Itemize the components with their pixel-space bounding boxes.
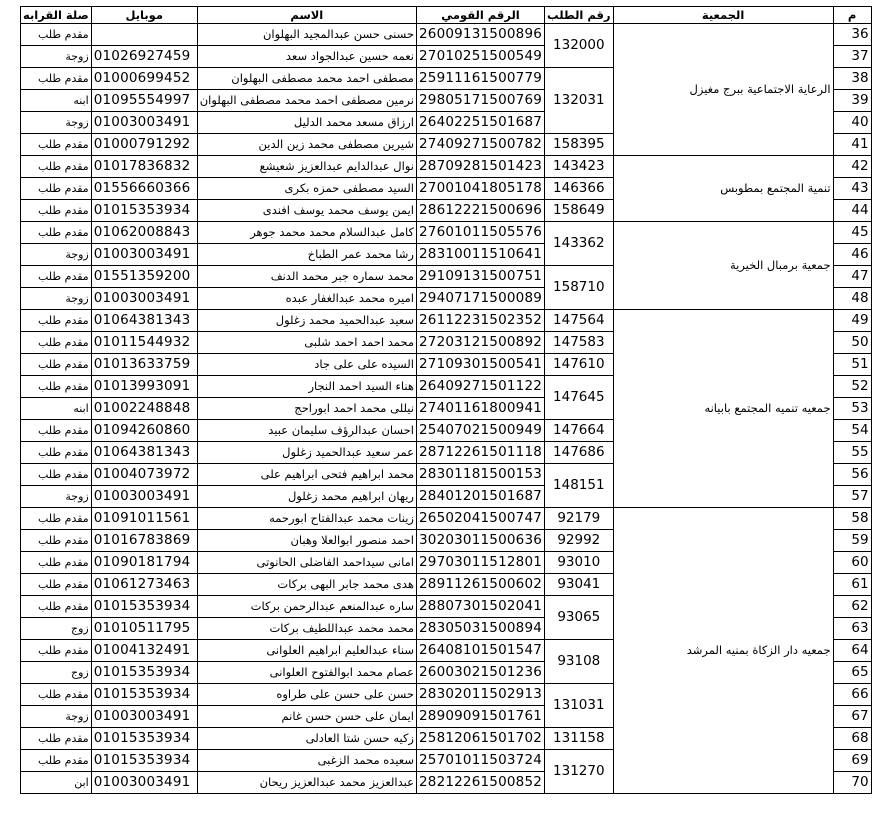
mobile-cell: 01017836832 — [91, 156, 197, 178]
table-row — [21, 156, 872, 178]
request-no-cell: 147664 — [545, 420, 614, 442]
name-cell: شيرين مصطفى محمد زين الدين — [197, 134, 416, 156]
national-id-cell: 28709281501423 — [416, 156, 544, 178]
table-row — [21, 222, 872, 244]
mobile-cell: 01026927459 — [91, 46, 197, 68]
row-number-cell: 61 — [833, 574, 871, 596]
national-id-cell: 26402251501687 — [416, 112, 544, 134]
association-cell: تنمية المجتمع بمطوبس — [613, 156, 833, 222]
relation-cell: مقدم طلب — [21, 750, 92, 772]
mobile-cell: 01064381343 — [91, 310, 197, 332]
request-no-cell: 132000 — [545, 24, 614, 68]
national-id-cell: 27401161800941 — [416, 398, 544, 420]
relation-cell: مقدم طلب — [21, 310, 92, 332]
relation-cell: مقدم طلب — [21, 464, 92, 486]
mobile-cell: 01013633759 — [91, 354, 197, 376]
name-cell: عصام محمد ابوالفتوح العلوانى — [197, 662, 416, 684]
mobile-cell: 01010511795 — [91, 618, 197, 640]
mobile-cell: 01015353934 — [91, 750, 197, 772]
beneficiaries-table — [20, 6, 872, 794]
request-no-cell: 92992 — [545, 530, 614, 552]
header-national-id: الرقم القومي — [416, 7, 544, 24]
association-cell: الرعاية الاجتماعية ببرج مغيزل — [613, 24, 833, 156]
relation-cell: مقدم طلب — [21, 156, 92, 178]
row-number-cell: 69 — [833, 750, 871, 772]
national-id-cell: 26009131500896 — [416, 24, 544, 46]
national-id-cell: 27601011505576 — [416, 222, 544, 244]
row-number-cell: 36 — [833, 24, 871, 46]
header-mobile: موبايل — [91, 7, 197, 24]
relation-cell: مقدم طلب — [21, 332, 92, 354]
national-id-cell: 29407171500089 — [416, 288, 544, 310]
mobile-cell — [91, 24, 197, 46]
spreadsheet — [20, 6, 872, 794]
name-cell: نيللى محمد احمد ابوراحج — [197, 398, 416, 420]
row-number-cell: 38 — [833, 68, 871, 90]
request-no-cell: 131158 — [545, 728, 614, 750]
national-id-cell: 29805171500769 — [416, 90, 544, 112]
header-num: م — [833, 7, 871, 24]
row-number-cell: 67 — [833, 706, 871, 728]
request-no-cell: 93065 — [545, 596, 614, 640]
relation-cell: مقدم طلب — [21, 596, 92, 618]
national-id-cell: 28310011510641 — [416, 244, 544, 266]
national-id-cell: 26409271501122 — [416, 376, 544, 398]
relation-cell: مقدم طلب — [21, 200, 92, 222]
relation-cell: مقدم طلب — [21, 376, 92, 398]
table-row — [21, 310, 872, 332]
name-cell: رشا محمد عمر الطباخ — [197, 244, 416, 266]
request-no-cell: 158649 — [545, 200, 614, 222]
row-number-cell: 62 — [833, 596, 871, 618]
mobile-cell: 01090181794 — [91, 552, 197, 574]
relation-cell: زوجة — [21, 112, 92, 134]
row-number-cell: 56 — [833, 464, 871, 486]
national-id-cell: 30203011500636 — [416, 530, 544, 552]
row-number-cell: 66 — [833, 684, 871, 706]
name-cell: نعمه حسين عبدالجواد سعد — [197, 46, 416, 68]
name-cell: حسنى حسن عبدالمجيد البهلوان — [197, 24, 416, 46]
national-id-cell: 27409271500782 — [416, 134, 544, 156]
name-cell: محمد ابراهيم فتحى ابراهيم على — [197, 464, 416, 486]
mobile-cell: 01015353934 — [91, 662, 197, 684]
row-number-cell: 55 — [833, 442, 871, 464]
request-no-cell: 147583 — [545, 332, 614, 354]
mobile-cell: 01016783869 — [91, 530, 197, 552]
request-no-cell: 147610 — [545, 354, 614, 376]
name-cell: سعيده محمد الزغبى — [197, 750, 416, 772]
name-cell: حسن على حسن على طراوه — [197, 684, 416, 706]
name-cell: كامل عبدالسلام محمد محمد جوهر — [197, 222, 416, 244]
request-no-cell: 158395 — [545, 134, 614, 156]
mobile-cell: 01000791292 — [91, 134, 197, 156]
relation-cell: زوجة — [21, 486, 92, 508]
request-no-cell: 147645 — [545, 376, 614, 420]
relation-cell: مقدم طلب — [21, 134, 92, 156]
mobile-cell: 01003003491 — [91, 486, 197, 508]
relation-cell: مقدم طلب — [21, 68, 92, 90]
mobile-cell: 01003003491 — [91, 772, 197, 794]
mobile-cell: 01015353934 — [91, 728, 197, 750]
relation-cell: ابنه — [21, 90, 92, 112]
national-id-cell: 28612221500696 — [416, 200, 544, 222]
row-number-cell: 54 — [833, 420, 871, 442]
row-number-cell: 43 — [833, 178, 871, 200]
relation-cell: مقدم طلب — [21, 530, 92, 552]
row-number-cell: 65 — [833, 662, 871, 684]
row-number-cell: 59 — [833, 530, 871, 552]
row-number-cell: 64 — [833, 640, 871, 662]
row-number-cell: 50 — [833, 332, 871, 354]
request-no-cell: 147564 — [545, 310, 614, 332]
mobile-cell: 01551359200 — [91, 266, 197, 288]
national-id-cell: 28807301502041 — [416, 596, 544, 618]
request-no-cell: 131270 — [545, 750, 614, 794]
row-number-cell: 60 — [833, 552, 871, 574]
name-cell: امانى سيداحمد الفاضلى الحانوتى — [197, 552, 416, 574]
relation-cell: زوج — [21, 618, 92, 640]
name-cell: مصطفى احمد محمد مصطفى البهلوان — [197, 68, 416, 90]
request-no-cell: 93010 — [545, 552, 614, 574]
row-number-cell: 70 — [833, 772, 871, 794]
mobile-cell: 01015353934 — [91, 684, 197, 706]
national-id-cell: 28401201501687 — [416, 486, 544, 508]
relation-cell: مقدم طلب — [21, 684, 92, 706]
name-cell: السيده على على جاد — [197, 354, 416, 376]
relation-cell: مقدم طلب — [21, 552, 92, 574]
national-id-cell: 25812061501702 — [416, 728, 544, 750]
table-row — [21, 24, 872, 46]
relation-cell: زوج — [21, 662, 92, 684]
national-id-cell: 25407021500949 — [416, 420, 544, 442]
relation-cell: مقدم طلب — [21, 24, 92, 46]
national-id-cell: 28305031500894 — [416, 618, 544, 640]
name-cell: هدى محمد جابر البهى بركات — [197, 574, 416, 596]
national-id-cell: 27010251500549 — [416, 46, 544, 68]
relation-cell: مقدم طلب — [21, 420, 92, 442]
row-number-cell: 40 — [833, 112, 871, 134]
name-cell: ريهان ابراهيم محمد زغلول — [197, 486, 416, 508]
mobile-cell: 01003003491 — [91, 706, 197, 728]
relation-cell: مقدم طلب — [21, 178, 92, 200]
national-id-cell: 25911161500779 — [416, 68, 544, 90]
national-id-cell: 28909091501761 — [416, 706, 544, 728]
relation-cell: مقدم طلب — [21, 640, 92, 662]
mobile-cell: 01003003491 — [91, 244, 197, 266]
mobile-cell: 01091011561 — [91, 508, 197, 530]
national-id-cell: 28212261500852 — [416, 772, 544, 794]
row-number-cell: 39 — [833, 90, 871, 112]
row-number-cell: 45 — [833, 222, 871, 244]
name-cell: احسان عبدالرؤف سليمان عبيد — [197, 420, 416, 442]
relation-cell: زوجة — [21, 706, 92, 728]
request-no-cell: 92179 — [545, 508, 614, 530]
header-relation: صلة القرابه — [21, 7, 92, 24]
mobile-cell: 01011544932 — [91, 332, 197, 354]
request-no-cell: 148151 — [545, 464, 614, 508]
national-id-cell: 25701011503724 — [416, 750, 544, 772]
header-name: الاسم — [197, 7, 416, 24]
request-no-cell: 93041 — [545, 574, 614, 596]
row-number-cell: 63 — [833, 618, 871, 640]
relation-cell: مقدم طلب — [21, 508, 92, 530]
name-cell: اميره محمد عبدالغفار عبده — [197, 288, 416, 310]
row-number-cell: 51 — [833, 354, 871, 376]
mobile-cell: 01003003491 — [91, 288, 197, 310]
row-number-cell: 44 — [833, 200, 871, 222]
request-no-cell: 143362 — [545, 222, 614, 266]
national-id-cell: 28302011502913 — [416, 684, 544, 706]
mobile-cell: 01002248848 — [91, 398, 197, 420]
association-cell: جمعية برمبال الخيرية — [613, 222, 833, 310]
national-id-cell: 27109301500541 — [416, 354, 544, 376]
row-number-cell: 41 — [833, 134, 871, 156]
national-id-cell: 27203121500892 — [416, 332, 544, 354]
name-cell: سناء عبدالعليم ابراهيم العلوانى — [197, 640, 416, 662]
row-number-cell: 68 — [833, 728, 871, 750]
row-number-cell: 58 — [833, 508, 871, 530]
relation-cell: ابنه — [21, 398, 92, 420]
header-association: الجمعية — [613, 7, 833, 24]
national-id-cell: 28301181500153 — [416, 464, 544, 486]
relation-cell: مقدم طلب — [21, 354, 92, 376]
row-number-cell: 53 — [833, 398, 871, 420]
relation-cell: زوجة — [21, 46, 92, 68]
name-cell: عبدالعزيز محمد عبدالعزيز ريحان — [197, 772, 416, 794]
national-id-cell: 28911261500602 — [416, 574, 544, 596]
national-id-cell: 26112231502352 — [416, 310, 544, 332]
name-cell: محمد محمد عبداللطيف بركات — [197, 618, 416, 640]
header-request-no: رقم الطلب — [545, 7, 614, 24]
name-cell: السيد مصطفى حمزه بكرى — [197, 178, 416, 200]
national-id-cell: 26408101501547 — [416, 640, 544, 662]
name-cell: ساره عبدالمنعم عبدالرحمن بركات — [197, 596, 416, 618]
name-cell: محمد سماره جبر محمد الدنف — [197, 266, 416, 288]
mobile-cell: 01000699452 — [91, 68, 197, 90]
national-id-cell: 27001041805178 — [416, 178, 544, 200]
national-id-cell: 28712261501118 — [416, 442, 544, 464]
national-id-cell: 26003021501236 — [416, 662, 544, 684]
relation-cell: زوجة — [21, 244, 92, 266]
association-cell: جمعيه تنميه المجتمع بابيانه — [613, 310, 833, 508]
row-number-cell: 49 — [833, 310, 871, 332]
row-number-cell: 52 — [833, 376, 871, 398]
header-row — [21, 7, 872, 24]
name-cell: ارزاق مسعد محمد الدليل — [197, 112, 416, 134]
mobile-cell: 01064381343 — [91, 442, 197, 464]
relation-cell: مقدم طلب — [21, 574, 92, 596]
mobile-cell: 01094260860 — [91, 420, 197, 442]
row-number-cell: 37 — [833, 46, 871, 68]
table-body — [21, 24, 872, 794]
mobile-cell: 01062008843 — [91, 222, 197, 244]
relation-cell: مقدم طلب — [21, 728, 92, 750]
table-row — [21, 508, 872, 530]
relation-cell: مقدم طلب — [21, 442, 92, 464]
request-no-cell: 131031 — [545, 684, 614, 728]
relation-cell: مقدم طلب — [21, 266, 92, 288]
association-cell: جمعيه دار الزكاة بمنيه المرشد — [613, 508, 833, 794]
name-cell: هناء السيد احمد النجار — [197, 376, 416, 398]
row-number-cell: 47 — [833, 266, 871, 288]
relation-cell: زوجة — [21, 288, 92, 310]
mobile-cell: 01003003491 — [91, 112, 197, 134]
relation-cell: مقدم طلب — [21, 222, 92, 244]
mobile-cell: 01013993091 — [91, 376, 197, 398]
mobile-cell: 01004073972 — [91, 464, 197, 486]
national-id-cell: 29703011512801 — [416, 552, 544, 574]
mobile-cell: 01004132491 — [91, 640, 197, 662]
row-number-cell: 48 — [833, 288, 871, 310]
mobile-cell: 01061273463 — [91, 574, 197, 596]
row-number-cell: 57 — [833, 486, 871, 508]
national-id-cell: 29109131500751 — [416, 266, 544, 288]
mobile-cell: 01015353934 — [91, 200, 197, 222]
name-cell: نرمين مصطفى احمد محمد مصطفى البهلوان — [197, 90, 416, 112]
mobile-cell: 01095554997 — [91, 90, 197, 112]
name-cell: محمد احمد احمد شلبى — [197, 332, 416, 354]
mobile-cell: 01015353934 — [91, 596, 197, 618]
name-cell: زكيه حسن شتا العادلى — [197, 728, 416, 750]
name-cell: نوال عبدالدايم عبدالعزيز شعيشع — [197, 156, 416, 178]
national-id-cell: 26502041500747 — [416, 508, 544, 530]
name-cell: سعيد عبدالحميد محمد زغلول — [197, 310, 416, 332]
name-cell: احمد منصور ابوالعلا وهبان — [197, 530, 416, 552]
name-cell: عمر سعيد عبدالحميد زغلول — [197, 442, 416, 464]
request-no-cell: 132031 — [545, 68, 614, 134]
name-cell: زينات محمد عبدالفتاح ابورحمه — [197, 508, 416, 530]
relation-cell: ابن — [21, 772, 92, 794]
request-no-cell: 146366 — [545, 178, 614, 200]
name-cell: ايمان على حسن حسن غانم — [197, 706, 416, 728]
mobile-cell: 01556660366 — [91, 178, 197, 200]
request-no-cell: 93108 — [545, 640, 614, 684]
row-number-cell: 46 — [833, 244, 871, 266]
request-no-cell: 147686 — [545, 442, 614, 464]
row-number-cell: 42 — [833, 156, 871, 178]
request-no-cell: 143423 — [545, 156, 614, 178]
request-no-cell: 158710 — [545, 266, 614, 310]
name-cell: ايمن يوسف محمد يوسف افندى — [197, 200, 416, 222]
